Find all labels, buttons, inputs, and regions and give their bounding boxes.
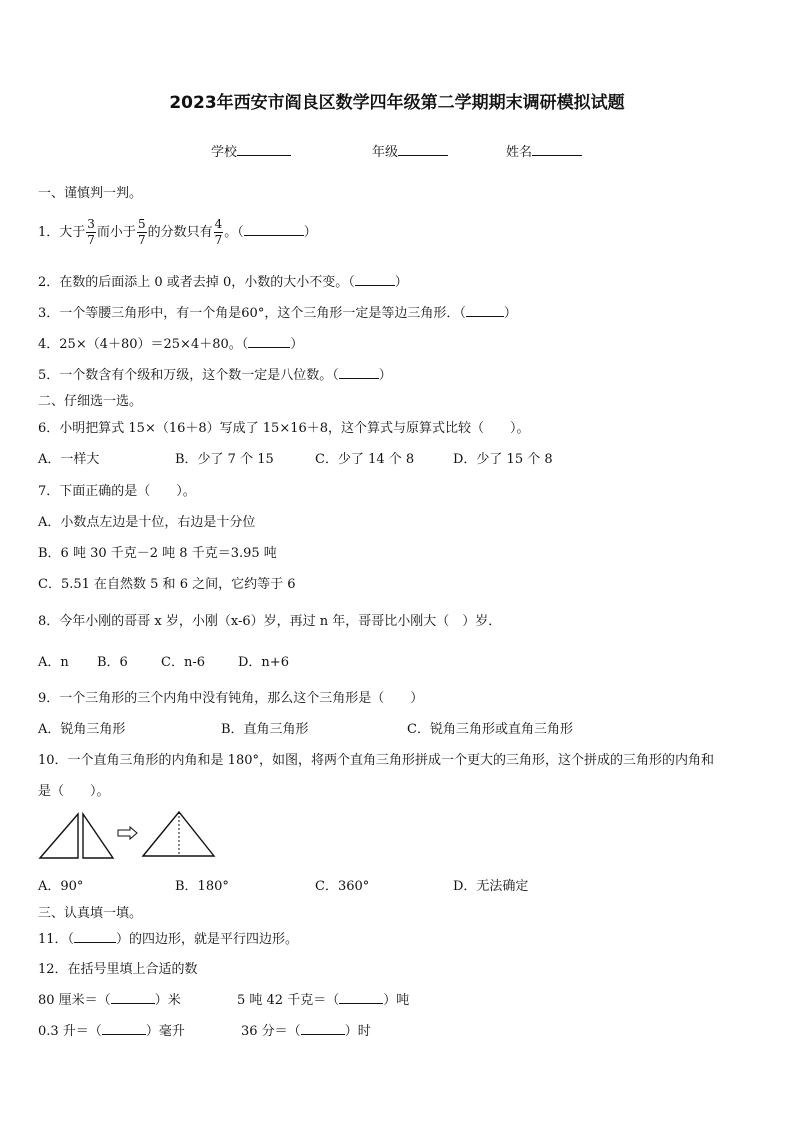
question-5: [38, 364, 392, 383]
q4-close: ）: [290, 337, 304, 352]
q7-option-b[interactable]: B．6 吨 30 千克－2 吨 8 千克＝3.95 吨: [38, 546, 277, 561]
q2-answer-blank[interactable]: [355, 273, 395, 286]
triangles-figure: [36, 808, 216, 862]
frac-num: 3: [87, 217, 95, 231]
grade-field: [372, 141, 448, 160]
q1-text-post: 。（: [224, 225, 244, 240]
question-7: 7．下面正确的是（ ）。: [38, 484, 196, 499]
q10-option-d[interactable]: D．无法确定: [453, 879, 529, 894]
q2-close: ）: [394, 275, 408, 290]
name-field: [506, 141, 582, 160]
q8-option-d[interactable]: D．n+6: [238, 655, 289, 670]
question-9: 9．一个三角形的三个内角中没有钝角，那么这个三角形是（ ）: [38, 691, 424, 706]
q1-text-mid2: 的分数只有: [147, 225, 213, 240]
school-blank[interactable]: [237, 143, 291, 156]
q2-text: 2．在数的后面添上 0 或者去掉 0，小数的大小不变。（: [38, 275, 355, 290]
fraction-5-7: [137, 217, 147, 248]
q6-option-d[interactable]: D．少了 15 个 8: [453, 452, 553, 467]
q3-close: ）: [503, 306, 517, 321]
q12-item1-pre: 80 厘米＝（: [38, 993, 111, 1008]
q12-item4-pre: 36 分＝（: [241, 1024, 301, 1039]
section2-heading: 二、仔细选一选。: [38, 394, 143, 409]
q12-item-1: [38, 989, 181, 1008]
question-4: [38, 333, 303, 352]
section3-heading: 三、认真填一填。: [38, 906, 143, 921]
q12-item4-post: ）时: [344, 1024, 371, 1039]
q12-item-3: [38, 1020, 185, 1039]
q4-answer-blank[interactable]: [248, 335, 290, 348]
left-right-triangle: [40, 814, 78, 858]
q6-option-a[interactable]: A．一样大: [38, 452, 100, 467]
section1-heading: 一、谨慎判一判。: [38, 186, 143, 201]
q5-answer-blank[interactable]: [339, 366, 379, 379]
question-1: [38, 212, 317, 254]
q12-item-2: [237, 989, 409, 1008]
q1-text-pre: 1．大于: [38, 225, 86, 240]
q5-text: 5．一个数含有个级和万级，这个数一定是八位数。（: [38, 368, 339, 383]
q12-item3-blank[interactable]: [102, 1022, 146, 1035]
q4-text: 4．25×（4＋80）＝25×4＋80。（: [38, 337, 249, 352]
grade-blank[interactable]: [398, 143, 448, 156]
q8-option-c[interactable]: C．n-6: [161, 655, 205, 670]
question-10-line2: 是（ ）。: [38, 784, 110, 799]
q7-option-a[interactable]: A．小数点左边是十位，右边是十分位: [38, 515, 256, 530]
frac-num: 4: [214, 217, 223, 231]
q9-option-c[interactable]: C．锐角三角形或直角三角形: [407, 722, 573, 737]
q3-text: 3．一个等腰三角形中，有一个角是60°，这个三角形一定是等边三角形．（: [38, 306, 466, 321]
second-right-triangle: [83, 814, 113, 858]
q9-option-b[interactable]: B．直角三角形: [221, 722, 309, 737]
q10-option-a[interactable]: A．90°: [38, 879, 84, 894]
school-label: 学校: [211, 145, 238, 160]
q7-option-c[interactable]: C．5.51 在自然数 5 和 6 之间，它约等于 6: [38, 577, 296, 592]
q12-item3-pre: 0.3 升＝（: [38, 1024, 102, 1039]
q1-text-mid: 而小于: [96, 225, 136, 240]
q12-item1-blank[interactable]: [111, 991, 155, 1004]
q10-option-c[interactable]: C．360°: [315, 879, 370, 894]
q12-item-4: [241, 1020, 371, 1039]
name-blank[interactable]: [532, 143, 582, 156]
frac-den: 7: [137, 233, 146, 247]
q12-item2-post: ）吨: [383, 993, 410, 1008]
question-3: [38, 302, 517, 321]
q8-option-a[interactable]: A．n: [38, 655, 69, 670]
question-8: 8．今年小刚的哥哥 x 岁，小刚（x-6）岁，再过 n 年，哥哥比小刚大（ ）岁．: [38, 614, 502, 629]
q6-option-c[interactable]: C．少了 14 个 8: [315, 452, 415, 467]
q12-item2-blank[interactable]: [339, 991, 383, 1004]
q11-answer-blank[interactable]: [74, 930, 116, 943]
q11-pre: 11．（: [38, 932, 75, 947]
school-field: [211, 141, 291, 160]
q12-item2-pre: 5 吨 42 千克＝（: [237, 993, 340, 1008]
question-11: [38, 928, 298, 947]
name-label: 姓名: [506, 145, 533, 160]
q12-item3-post: ）毫升: [145, 1024, 185, 1039]
question-10-line1: 10．一个直角三角形的内角和是 180°，如图，将两个直角三角形拼成一个更大的三角形，这个拼成的三角形的内角和: [38, 753, 714, 768]
grade-label: 年级: [372, 145, 399, 160]
q5-close: ）: [378, 368, 392, 383]
fraction-3-7: [86, 217, 96, 248]
page-title: 2023年西安市阎良区数学四年级第二学期期末调研模拟试题: [169, 93, 625, 113]
q8-option-b[interactable]: B．6: [97, 655, 128, 670]
q3-answer-blank[interactable]: [466, 304, 504, 317]
question-6: 6．小明把算式 15×（16＋8）写成了 15×16＋8，这个算式与原算式比较（ ）。: [38, 421, 530, 436]
q10-option-b[interactable]: B．180°: [175, 879, 229, 894]
arrow-icon: [118, 827, 137, 839]
frac-den: 7: [87, 233, 95, 247]
q9-option-a[interactable]: A．锐角三角形: [38, 722, 126, 737]
q1-close: ）: [303, 225, 317, 240]
frac-den: 7: [214, 233, 223, 247]
question-12: 12．在括号里填上合适的数: [38, 962, 198, 977]
question-2: [38, 271, 408, 290]
frac-num: 5: [137, 217, 146, 231]
q6-option-b[interactable]: B．少了 7 个 15: [175, 452, 274, 467]
q12-item4-blank[interactable]: [301, 1022, 345, 1035]
q1-answer-blank[interactable]: [244, 223, 304, 236]
q12-item1-post: ）米: [154, 993, 181, 1008]
fraction-4-7: [214, 217, 224, 248]
q11-post: ）的四边形，就是平行四边形。: [116, 932, 299, 947]
